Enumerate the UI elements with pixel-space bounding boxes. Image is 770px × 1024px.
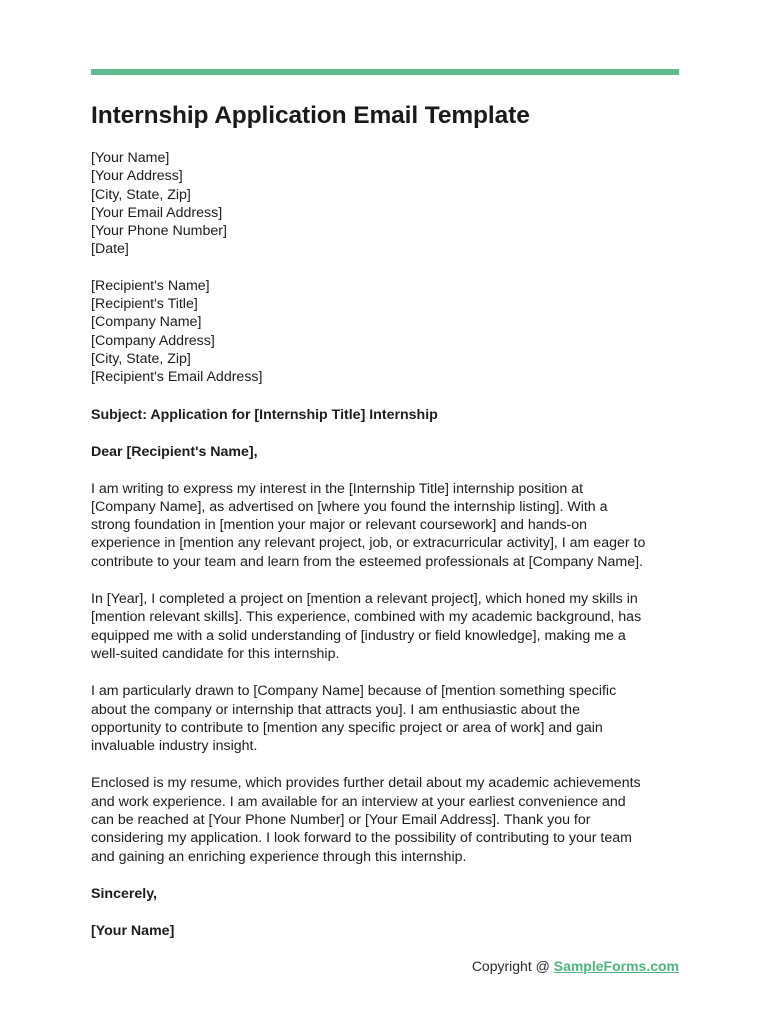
paragraph-line: considering my application. I look forward to the possibility of contributing to your team (91, 830, 632, 847)
paragraph-line: well-suited candidate for this internship. (91, 645, 340, 662)
paragraph-line: opportunity to contribute to [mention any specific project or area of work] and gain (91, 719, 603, 736)
paragraph-line: about the company or internship that attracts you]. I am enthusiastic about the (91, 701, 580, 718)
body-paragraph-2 (91, 590, 683, 663)
header-accent-bar (91, 69, 679, 75)
paragraph-line: can be reached at [Your Phone Number] or [Your Email Address]. Thank you for (91, 812, 591, 829)
sender-line: [Your Phone Number] (91, 223, 227, 240)
email-signature: [Your Name] (91, 922, 175, 939)
paragraph-line: I am particularly drawn to [Company Name] because of [mention something specific (91, 683, 617, 700)
body-paragraph-4 (91, 774, 683, 865)
recipient-block (91, 277, 683, 387)
document-title: Internship Application Email Template (91, 102, 530, 129)
paragraph-line: contribute to your team and learn from the esteemed professionals at [Company Name]. (91, 553, 644, 570)
recipient-line: [Recipient's Name] (91, 277, 210, 294)
email-subject: Subject: Application for [Internship Title] Internship (91, 406, 438, 423)
sender-line: [Date] (91, 241, 129, 258)
paragraph-line: I am writing to express my interest in the [Internship Title] internship position at (91, 480, 584, 497)
copyright-footer (472, 958, 679, 974)
email-closing: Sincerely, (91, 885, 157, 902)
sender-line: [Your Address] (91, 168, 183, 185)
sender-line: [City, State, Zip] (91, 186, 191, 203)
sender-line: [Your Name] (91, 150, 170, 166)
recipient-line: [Recipient's Email Address] (91, 369, 263, 386)
copyright-text: Copyright @ (471, 958, 554, 974)
paragraph-line: [Company Name], as advertised on [where you found the internship listing]. With a (91, 498, 608, 515)
sender-line: [Your Email Address] (91, 204, 223, 221)
paragraph-line: and gaining an enriching experience through this internship. (91, 848, 467, 865)
recipient-line: [Company Name] (91, 314, 202, 331)
paragraph-line: experience in [mention any relevant project, job, or extracurricular activity], I am eager to (91, 535, 646, 552)
recipient-line: [Company Address] (91, 332, 215, 349)
sampleforms-link[interactable]: SampleForms.com (553, 958, 679, 974)
body-paragraph-3 (91, 682, 683, 755)
paragraph-line: [mention relevant skills]. This experience, combined with my academic background, has (91, 609, 642, 626)
body-paragraph-1 (91, 480, 683, 571)
sender-block (91, 149, 683, 259)
paragraph-line: invaluable industry insight. (91, 738, 258, 755)
email-greeting: Dear [Recipient's Name], (91, 443, 258, 460)
document-body (91, 100, 683, 940)
paragraph-line: In [Year], I completed a project on [mention a relevant project], which honed my skills in (91, 591, 638, 608)
recipient-line: [Recipient's Title] (91, 296, 198, 313)
paragraph-line: equipped me with a solid understanding of [industry or field knowledge], making me a (91, 627, 626, 644)
paragraph-line: and work experience. I am available for an interview at your earliest convenience and (91, 793, 626, 810)
recipient-line: [City, State, Zip] (91, 350, 191, 367)
paragraph-line: Enclosed is my resume, which provides further detail about my academic achievements (91, 775, 641, 792)
paragraph-line: strong foundation in [mention your major or relevant coursework] and hands-on (91, 517, 588, 534)
